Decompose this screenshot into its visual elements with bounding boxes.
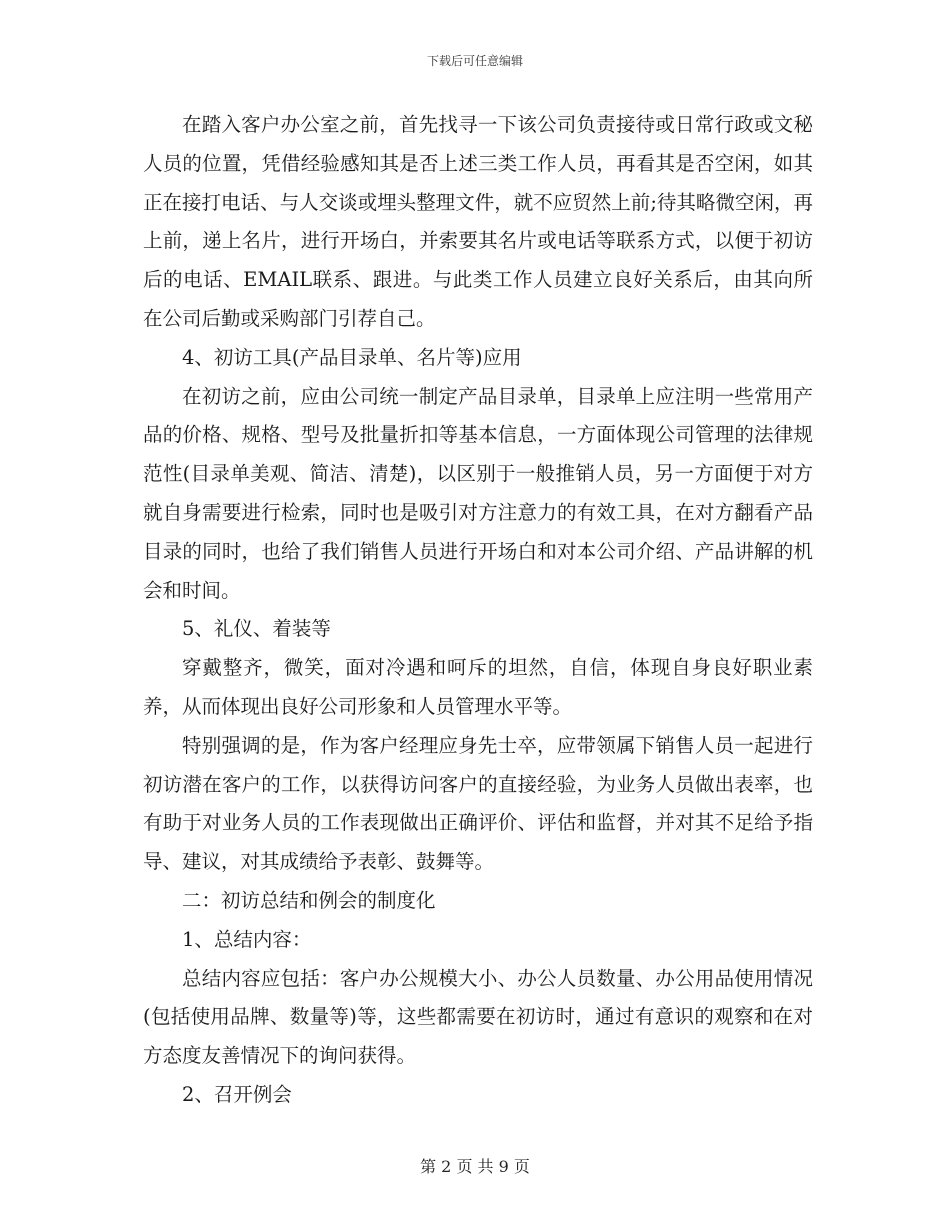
heading-summary-meeting-system: 二：初访总结和例会的制度化	[182, 888, 436, 912]
heading-etiquette-attire: 5、礼仪、着装等	[182, 617, 331, 641]
page-header: 下载后可任意编辑	[426, 54, 523, 68]
heading-hold-meeting: 2、召开例会	[182, 1082, 292, 1106]
heading-summary-content: 1、总结内容：	[182, 927, 312, 951]
document-body	[143, 106, 813, 1115]
paragraph-product-catalog: 在初访之前，应由公司统一制定产品目录单，目录单上应注明一些常用产品的价格、规格、型号及批量折扣等基本信息，一方面体现公司管理的法律规范性(目录单美观、简洁、清楚)，以区别于一般推销人员，另一方面便于对方就自身需要进行检索，同时也是吸引对方注意力的有效工具，在对方翻看产品目录的同时，也给了我们销售人员进行开场白和对本公司介绍、产品讲解的机会和时间。	[143, 384, 813, 602]
paragraph-manager-lead: 特别强调的是，作为客户经理应身先士卒，应带领属下销售人员一起进行初访潜在客户的工作，以获得访问客户的直接经验，为业务人员做出表率，也有助于对业务人员的工作表现做出正确评价、评估和监督，并对其不足给予指导、建议，对其成绩给予表彰、鼓舞等。	[143, 733, 813, 874]
page-footer: 第 2 页 共 9 页	[420, 1157, 530, 1176]
heading-initial-visit-tools: 4、初访工具(产品目录单、名片等)应用	[182, 345, 522, 369]
paragraph-attire: 穿戴整齐，微笑，面对冷遇和呵斥的坦然，自信，体现自身良好职业素养，从而体现出良好公司形象和人员管理水平等。	[143, 656, 813, 718]
paragraph-reception-approach: 在踏入客户办公室之前，首先找寻一下该公司负责接待或日常行政或文秘人员的位置，凭借经验感知其是否上述三类工作人员，再看其是否空闲，如其正在接打电话、与人交谈或埋头整理文件，就不应贸然上前;待其略微空闲，再上前，递上名片，进行开场白，并索要其名片或电话等联系方式，以便于初访后的电话、EMAIL联系、跟进。与此类工作人员建立良好关系后，由其向所在公司后勤或采购部门引荐自己。	[143, 113, 813, 330]
paragraph-summary-content: 总结内容应包括：客户办公规模大小、办公人员数量、办公用品使用情况(包括使用品牌、数量等)等，这些都需要在初访时，通过有意识的观察和在对方态度友善情况下的询问获得。	[143, 966, 813, 1068]
